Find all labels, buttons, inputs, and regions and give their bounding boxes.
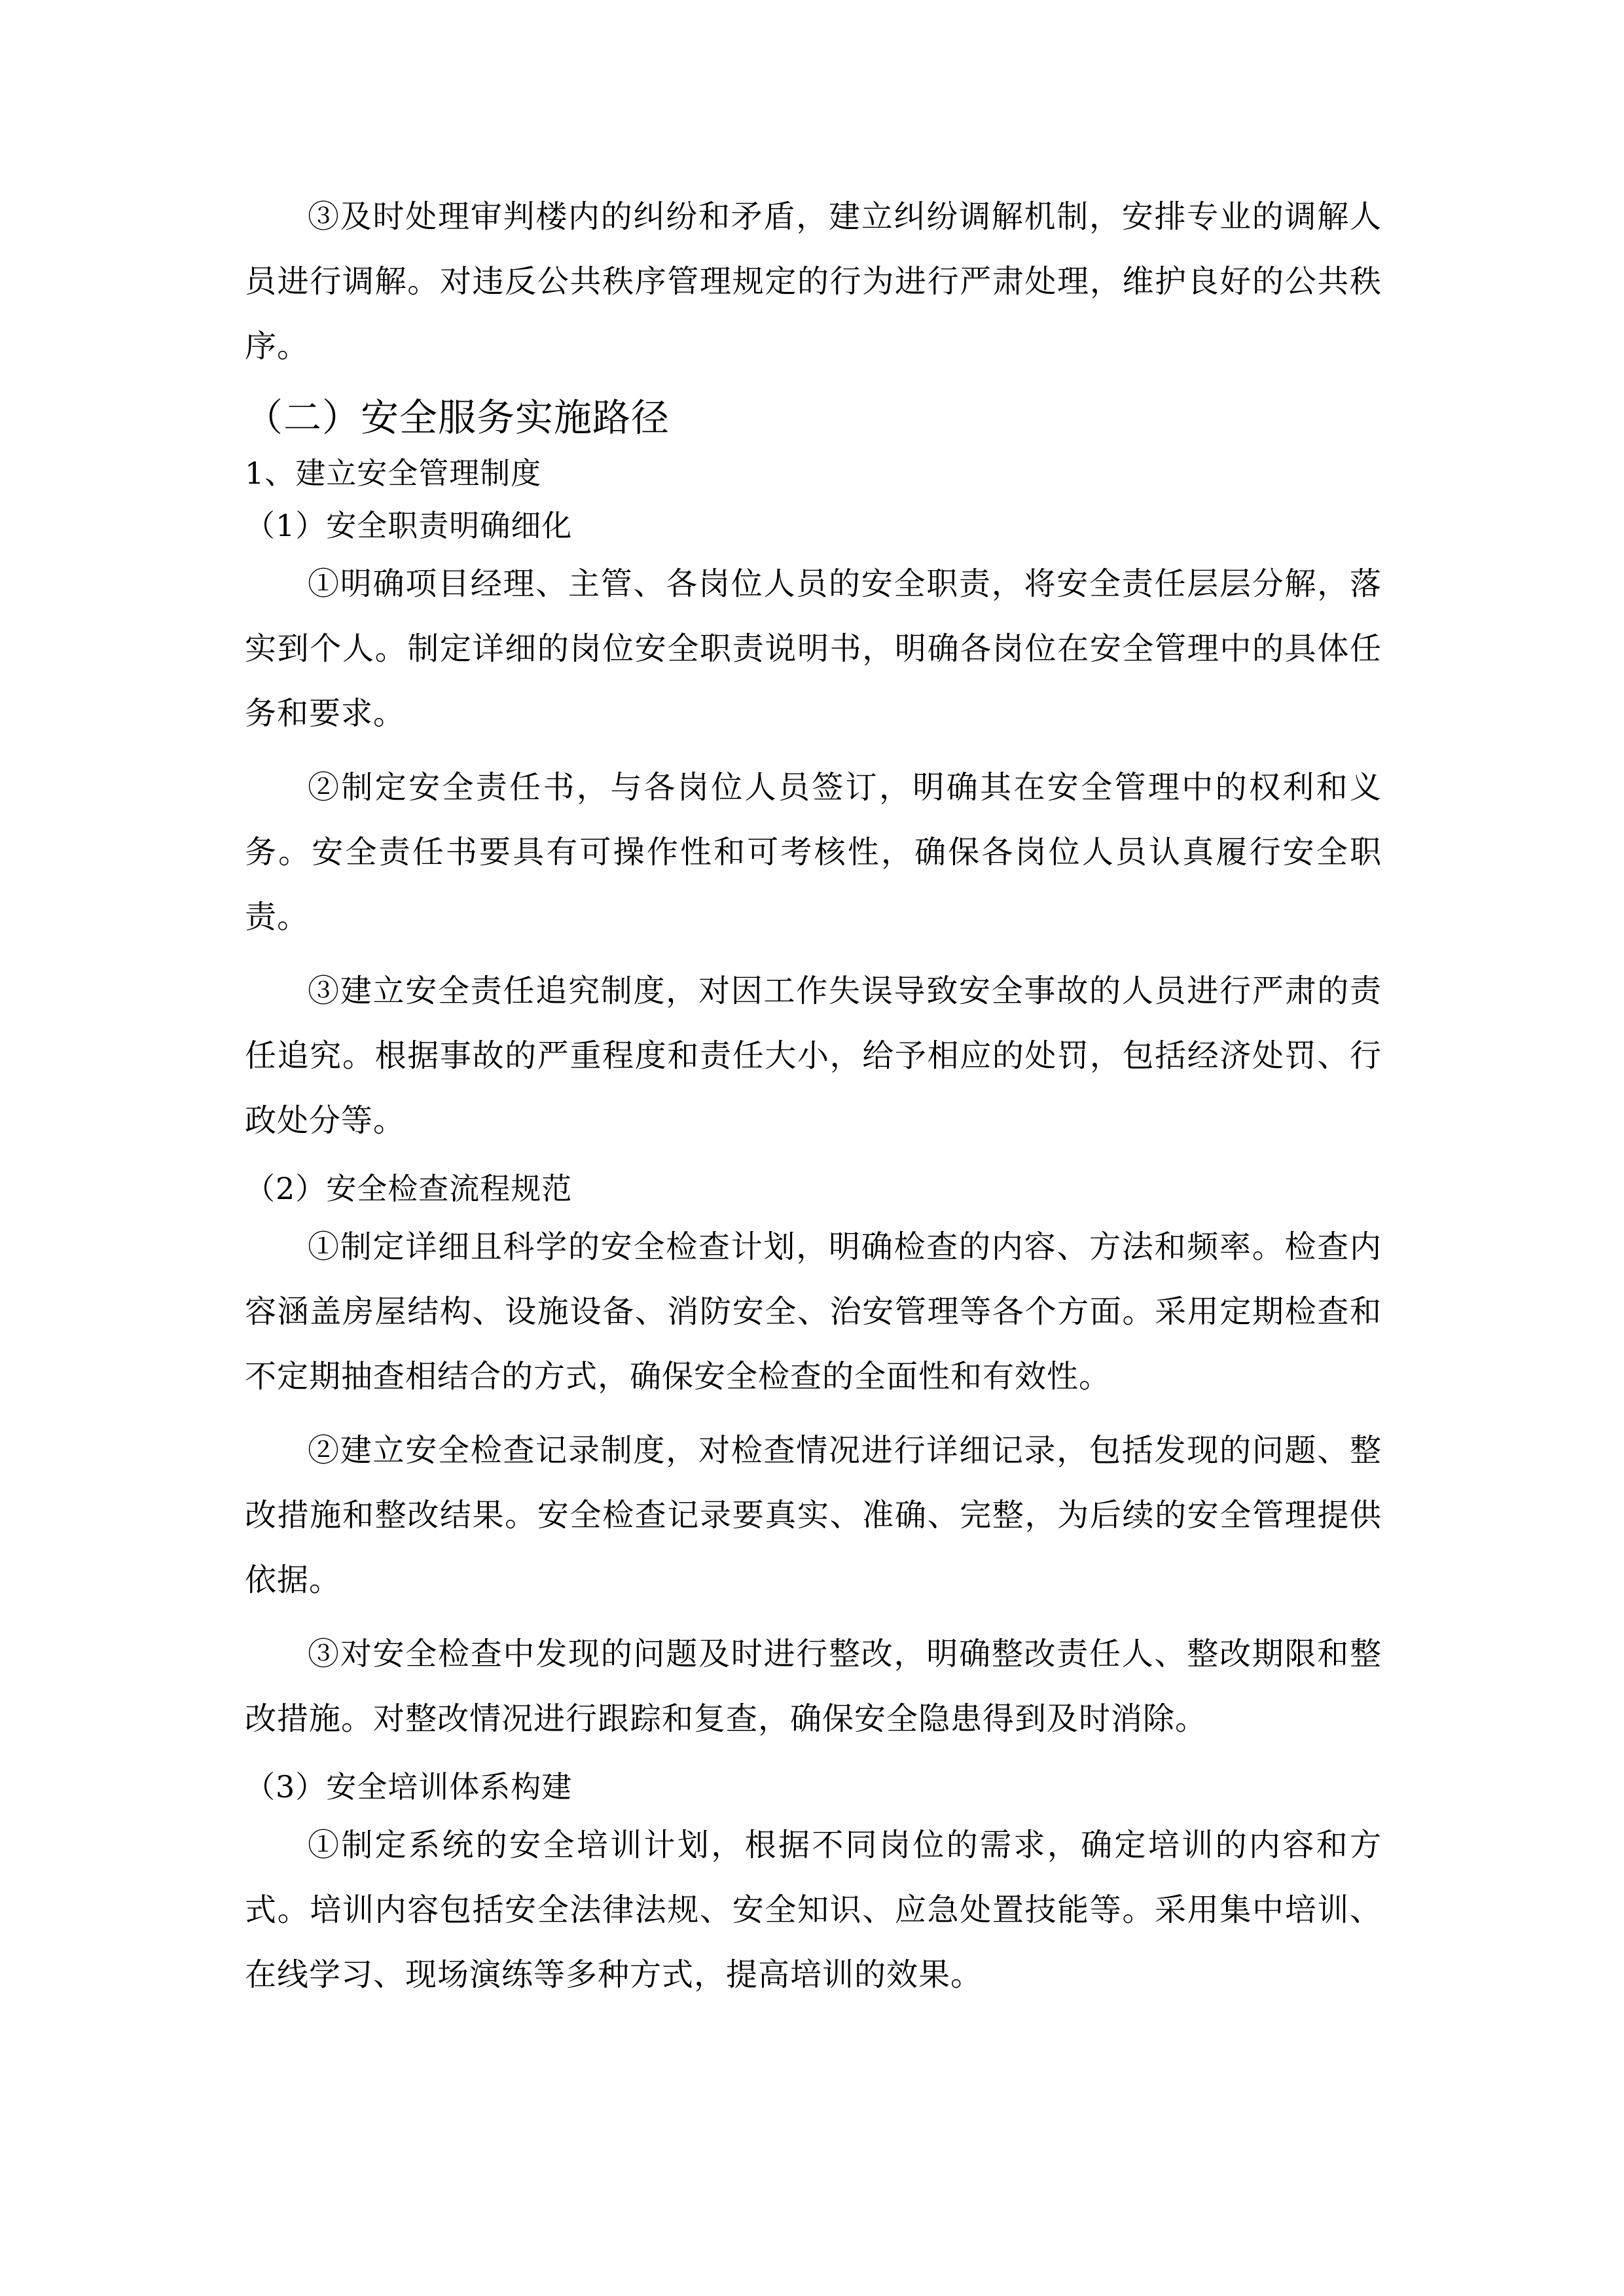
paragraph-responsibilities-2: ②制定安全责任书，与各岗位人员签订，明确其在安全管理中的权利和义务。安全责任书要具有可操作性和可考核性，确保各岗位人员认真履行安全职责。 <box>245 769 1382 935</box>
item-title-safety-responsibilities: （1）安全职责明确细化 <box>245 508 573 543</box>
paragraph-responsibilities-1: ①明确项目经理、主管、各岗位人员的安全职责，将安全责任层层分解，落实到个人。制定详细的岗位安全职责说明书，明确各岗位在安全管理中的具体任务和要求。 <box>245 565 1382 732</box>
paragraph-inspection-3: ③对安全检查中发现的问题及时进行整改，明确整改责任人、整改期限和整改措施。对整改情况进行跟踪和复查，确保安全隐患得到及时消除。 <box>245 1636 1382 1737</box>
item-title-safety-inspection: （2）安全检查流程规范 <box>245 1171 573 1206</box>
subsection-title-safety-management-system: 1、建立安全管理制度 <box>245 456 542 491</box>
paragraph-inspection-2: ②建立安全检查记录制度，对检查情况进行详细记录，包括发现的问题、整改措施和整改结果。安全检查记录要真实、准确、完整，为后续的安全管理提供依据。 <box>245 1432 1382 1598</box>
item-title-safety-training: （3）安全培训体系构建 <box>245 1769 573 1804</box>
paragraph-public-order-disputes: ③及时处理审判楼内的纠纷和矛盾，建立纠纷调解机制，安排专业的调解人员进行调解。对违反公共秩序管理规定的行为进行严肃处理，维护良好的公共秩序。 <box>245 198 1382 365</box>
paragraph-training-1: ①制定系统的安全培训计划，根据不同岗位的需求，确定培训的内容和方式。培训内容包括安全法律法规、安全知识、应急处置技能等。采用集中培训、在线学习、现场演练等多种方式，提高培训的效果。 <box>245 1827 1382 1993</box>
paragraph-responsibilities-3: ③建立安全责任追究制度，对因工作失误导致安全事故的人员进行严肃的责任追究。根据事故的严重程度和责任大小，给予相应的处罚，包括经济处罚、行政处分等。 <box>245 973 1382 1139</box>
section-title-safety-service-path: （二）安全服务实施路径 <box>245 395 670 440</box>
paragraph-inspection-1: ①制定详细且科学的安全检查计划，明确检查的内容、方法和频率。检查内容涵盖房屋结构、设施设备、消防安全、治安管理等各个方面。采用定期检查和不定期抽查相结合的方式，确保安全检查的全面性和有效性。 <box>245 1229 1382 1395</box>
document-body <box>245 185 1382 2017</box>
